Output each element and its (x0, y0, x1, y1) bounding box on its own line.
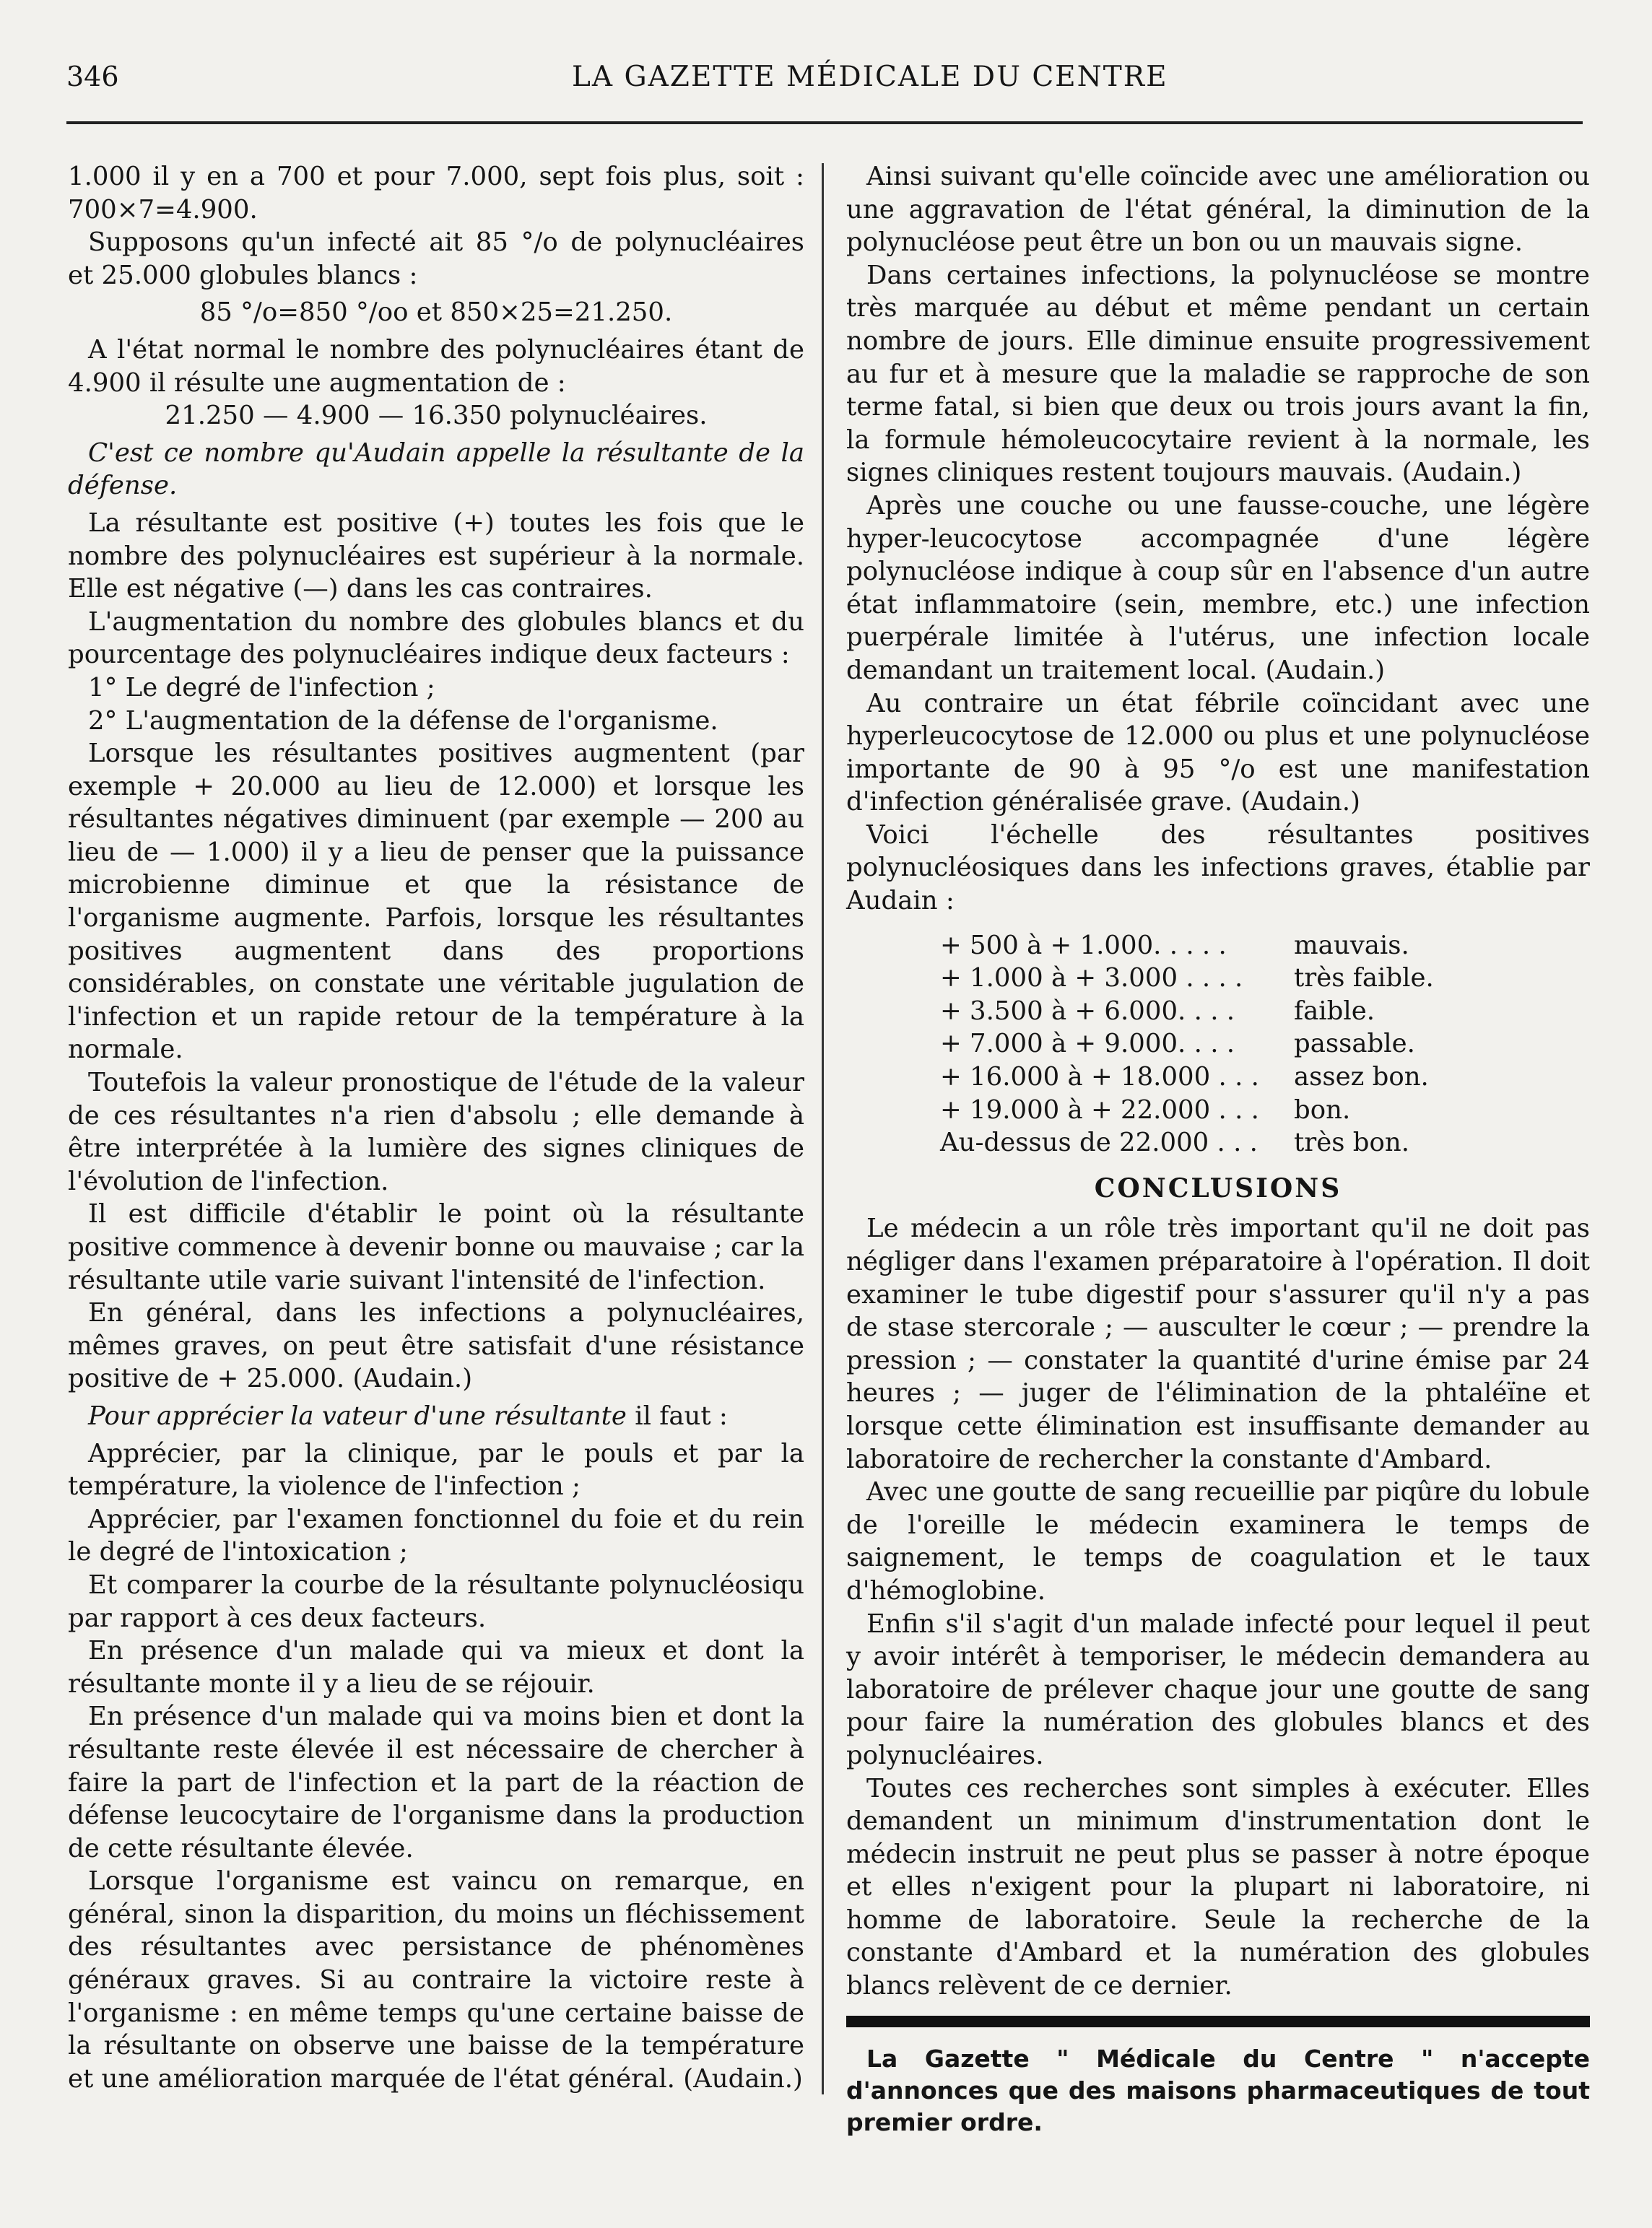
column-divider (822, 163, 824, 2094)
left-column (68, 160, 804, 2095)
list-item: 1° Le degré de l'infection ; (88, 672, 435, 702)
scale-label: assez bon. (1294, 1062, 1429, 1092)
paragraph: A l'état normal le nombre des polynucléaires étant de 4.900 il résulte une augmentation de : (68, 334, 804, 398)
scale-label: faible. (1294, 996, 1375, 1026)
paragraph: Au contraire un état fébrile coïncidant avec une hyperleucocytose de 12.000 ou plus et une polynucléose importante de 90 à 95 °/o est une manifestation d'infection généralisée grave. (Audain.) (846, 688, 1590, 817)
scale-label: très bon. (1294, 1128, 1409, 1158)
header-rule (66, 121, 1583, 124)
formula: 21.250 — 4.900 — 16.350 polynucléaires. (165, 401, 708, 431)
paragraph: Ainsi suivant qu'elle coïncide avec une amélioration ou une aggravation de l'état général, la diminution de la polynucléose peut être un bon ou un mauvais signe. (846, 162, 1590, 258)
paragraph: Lorsque l'organisme est vaincu on remarque, en général, sinon la disparition, du moins un fléchissement des résultantes avec persistance de phénomènes généraux graves. Si au contraire la victoire reste à l'organisme : en même temps qu'une certaine baisse de la résultante on observe une baisse de la température et une amélioration marquée de l'état général. (Audain.) (68, 1866, 804, 2094)
paragraph: En présence d'un malade qui va mieux et dont la résultante monte il y a lieu de se réjouir. (68, 1636, 804, 1699)
paragraph: 1.000 il y en a 700 et pour 7.000, sept fois plus, soit : 700×7=4.900. (68, 162, 804, 225)
scale-range: + 1.000 à + 3.000 . . . . (940, 963, 1243, 993)
paragraph: Apprécier, par la clinique, par le pouls et par la température, la violence de l'infection ; (68, 1438, 804, 1502)
scale-row (846, 962, 1590, 995)
scale-row (846, 1061, 1590, 1094)
paragraph: L'augmentation du nombre des globules blancs et du pourcentage des polynucléaires indique deux facteurs : (68, 606, 804, 670)
scale-label: bon. (1294, 1095, 1351, 1125)
page-number: 346 (66, 61, 119, 92)
paragraph: La résultante est positive (+) toutes les fois que le nombre des polynucléaires est supérieur à la normale. Elle est négative (—) dans les cas contraires. (68, 508, 804, 604)
scale-range: + 16.000 à + 18.000 . . . (940, 1062, 1259, 1092)
scale-row (846, 995, 1590, 1028)
scale-range: + 3.500 à + 6.000. . . . (940, 996, 1235, 1026)
paragraph: Toutes ces recherches sont simples à exécuter. Elles demandent un minimum d'instrumentation dont le médecin instruit ne peut plus se passer à notre époque et elles n'exigent pour la plupart ni laboratoire, ni homme de laboratoire. Seule la recherche de la constante d'Ambard et la numération des globules blancs relèvent de ce dernier. (846, 1773, 1590, 2001)
scale-row (846, 1027, 1590, 1061)
journal-title: LA GAZETTE MÉDICALE DU CENTRE (572, 61, 1168, 93)
paragraph: Toutefois la valeur pronostique de l'étude de la valeur de ces résultantes n'a rien d'absolu ; elle demande à être interprétée à la lumière des signes cliniques de l'évolution de l'infection. (68, 1068, 804, 1196)
paragraph: Dans certaines infections, la polynucléose se montre très marquée au début et même pendant un certain nombre de jours. Elle diminue ensuite progressivement au fur et à mesure que la maladie se rapproche de son terme fatal, si bien que deux ou trois jours avant la fin, la formule hémoleucocytaire revient à la normale, les signes cliniques restent toujours mauvais. (Audain.) (846, 260, 1590, 488)
paragraph: Après une couche ou une fausse-couche, une légère hyper-leucocytose accompagnée d'une légère polynucléose indique à coup sûr en l'absence d'un autre état inflammatoire (sein, membre, etc.) une infection puerpérale limitée à l'utérus, une infection locale demandant un traitement local. (Audain.) (846, 490, 1590, 685)
section-rule (846, 2016, 1590, 2027)
text-run: il faut : (626, 1401, 728, 1431)
scale-range: + 19.000 à + 22.000 . . . (940, 1095, 1259, 1125)
scale-row (846, 1126, 1590, 1159)
italic-phrase: Pour apprécier la vateur d'une résultante (88, 1401, 627, 1431)
formula: 85 °/o=850 °/oo et 850×25=21.250. (199, 297, 673, 328)
paragraph: Il est difficile d'établir le point où la résultante positive commence à devenir bonne ou mauvaise ; car la résultante utile varie suivant l'intensité de l'infection. (68, 1199, 804, 1295)
paragraph: Avec une goutte de sang recueillie par piqûre du lobule de l'oreille le médecin examinera le temps de saignement, le temps de coagulation et le taux d'hémoglobine. (846, 1477, 1590, 1606)
scale-label: passable. (1294, 1029, 1415, 1059)
paragraph: Et comparer la courbe de la résultante polynucléosiqu par rapport à ces deux facteurs. (68, 1570, 804, 1633)
list-item: 2° L'augmentation de la défense de l'organisme. (88, 705, 718, 736)
paragraph: Lorsque les résultantes positives augmentent (par exemple + 20.000 au lieu de 12.000) et lorsque les résultantes négatives diminuent (par exemple — 200 au lieu de — 1.000) il y a lieu de penser que la puissance microbienne diminue et que la résistance de l'organisme augmente. Parfois, lorsque les résultantes positives augmentent dans des proportions considérables, on constate une véritable jugulation de l'infection et un rapide retour de la température à la normale. (68, 739, 804, 1065)
paragraph (68, 1400, 804, 1433)
page-header (66, 61, 1583, 104)
advertising-notice: La Gazette " Médicale du Centre " n'accepte d'annonces que des maisons pharmaceutiques de tout premier ordre. (846, 2044, 1590, 2136)
scale-row (846, 1094, 1590, 1127)
paragraph: Le médecin a un rôle très important qu'il ne doit pas négliger dans l'examen préparatoire à l'opération. Il doit examiner le tube digestif pour s'assurer qu'il n'y a pas de stase stercorale ; — ausculter le cœur ; — prendre la pression ; — constater la quantité d'urine émise par 24 heures ; — juger de l'élimination de la phtaléïne et lorsque cette élimination est insuffisante demander au laboratoire de rechercher la constante d'Ambard. (846, 1214, 1590, 1474)
scale-range: + 500 à + 1.000. . . . . (940, 930, 1227, 960)
scale-label: mauvais. (1294, 930, 1409, 960)
scale-label: très faible. (1294, 963, 1434, 993)
right-column (846, 160, 1590, 2138)
paragraph: Voici l'échelle des résultantes positives polynucléosiques dans les infections graves, établie par Audain : (846, 819, 1590, 916)
paragraph: Supposons qu'un infecté ait 85 °/o de polynucléaires et 25.000 globules blancs : (68, 227, 804, 290)
scale-range: + 7.000 à + 9.000. . . . (940, 1029, 1235, 1059)
conclusions-heading: CONCLUSIONS (1094, 1172, 1342, 1204)
paragraph-italic: C'est ce nombre qu'Audain appelle la résultante de la défense. (68, 438, 804, 501)
scale-range: Au-dessus de 22.000 . . . (940, 1128, 1258, 1158)
paragraph: Apprécier, par l'examen fonctionnel du foie et du rein le degré de l'intoxication ; (68, 1504, 804, 1567)
resultant-scale (846, 929, 1590, 1159)
paragraph: En général, dans les infections a polynucléaires, mêmes graves, on peut être satisfait d'une résistance positive de + 25.000. (Audain.) (68, 1298, 804, 1394)
scale-row (846, 929, 1590, 962)
paragraph: En présence d'un malade qui va moins bien et dont la résultante reste élevée il est nécessaire de chercher à faire la part de l'infection et la part de la réaction de défense leucocytaire de l'organisme dans la production de cette résultante élevée. (68, 1702, 804, 1863)
paragraph: Enfin s'il s'agit d'un malade infecté pour lequel il peut y avoir intérêt à temporiser, le médecin demandera au laboratoire de prélever chaque jour une goutte de sang pour faire la numération des globules blancs et des polynucléaires. (846, 1609, 1590, 1770)
